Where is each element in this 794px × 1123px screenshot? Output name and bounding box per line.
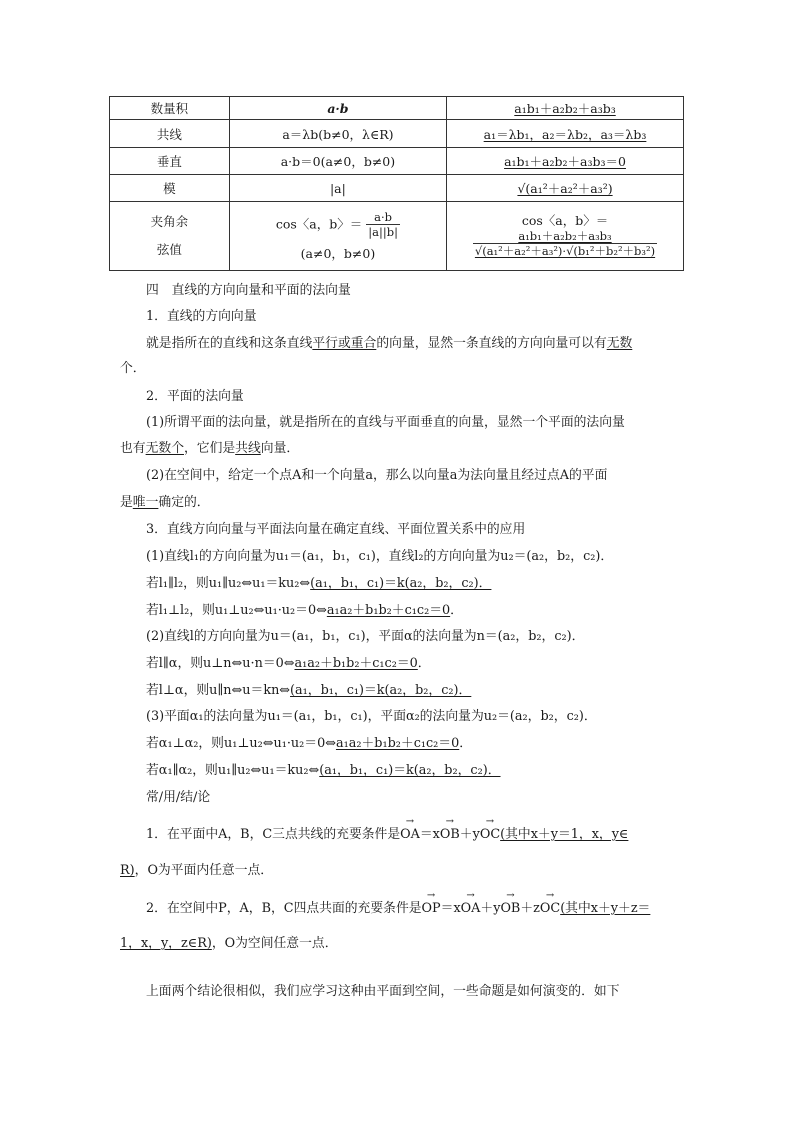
section-title: 四 直线的方向向量和平面的法向量	[146, 283, 351, 298]
row-name: 共线	[110, 120, 230, 148]
vector-form: a·b	[229, 97, 446, 120]
fraction-numerator: a₁b₁＋a₂b₂＋a₃b₃	[473, 229, 657, 244]
text-span: ＋z	[520, 901, 540, 916]
paragraph-cont: 个．	[120, 361, 146, 376]
row-name-line2: 弦值	[156, 242, 182, 257]
text-span: ，O为空间任意一点．	[211, 936, 338, 951]
paragraph-cont	[120, 494, 210, 512]
coord-fraction	[473, 229, 657, 259]
text-span: ＋y	[480, 901, 501, 916]
subsection-title: 1．直线的方向向量	[146, 309, 257, 324]
coord-form: a₁b₁＋a₂b₂＋a₃b₃＝0	[504, 154, 626, 169]
conclusion-2-cont	[120, 935, 338, 953]
paragraph	[146, 762, 501, 780]
common-conclusions-title: 常/用/结/论	[146, 790, 211, 805]
answer-blank: 无数	[606, 336, 633, 351]
subsection-title: 3．直线方向向量与平面法向量在确定直线、平面位置关系中的应用	[146, 522, 526, 537]
vector-OB: → OB	[500, 900, 520, 918]
fraction-numerator: a·b	[366, 210, 400, 225]
text-span: ＝x	[440, 901, 461, 916]
answer-blank: 唯一	[132, 495, 159, 510]
answer-blank: (a₁，b₁，c₁)＝k(a₂，b₂，c₂)．	[310, 576, 492, 591]
text-span: ．	[459, 736, 473, 751]
paragraph: (2)在空间中，给定一个点A和一个向量a，那么以向量a为法向量且经过点A的平面	[146, 468, 608, 483]
vector-OC: → OC	[480, 826, 500, 844]
row-name: 数量积	[110, 97, 230, 120]
paragraph	[146, 682, 471, 700]
answer-blank: (a₁，b₁，c₁)＝k(a₂，b₂，c₂)．	[290, 683, 472, 698]
answer-blank: (其中x＋y＝1，x，y∈	[500, 827, 629, 842]
text-span: ＋y	[459, 827, 480, 842]
vector-OC: → OC	[540, 900, 560, 918]
table-row	[110, 97, 684, 120]
text-span: 2．在空间中P，A，B，C四点共面的充要条件是	[146, 901, 422, 916]
paragraph: (3)平面α₁的法向量为u₁＝(a₁，b₁，c₁)，平面α₂的法向量为u₂＝(a₂，b₂，c₂)．	[146, 709, 597, 724]
text-span: 向量．	[260, 441, 300, 456]
answer-blank: 无数个	[145, 441, 184, 456]
subsection-title: 2．平面的法向量	[146, 389, 244, 404]
text-span: 确定的．	[158, 495, 210, 510]
text-span: ，O为平面内任意一点．	[134, 863, 274, 878]
table-row	[110, 120, 684, 148]
text-span: 若α₁⊥α₂，则u₁⊥u₂⇔u₁·u₂＝0⇔	[146, 736, 336, 751]
text-span: 就是指所在的直线和这条直线	[146, 336, 313, 351]
paragraph: (1)所谓平面的法向量，就是指所在的直线与平面垂直的向量，显然一个平面的法向量	[146, 415, 625, 430]
paragraph-cont	[120, 440, 299, 458]
vector-form: a·b＝0(a≠0，b≠0)	[229, 148, 446, 175]
vector-OP: → OP	[422, 900, 441, 918]
vector-OB: → OB	[440, 826, 460, 844]
vector-form: a＝λb(b≠0，λ∈R)	[229, 120, 446, 148]
text-span: ，它们是	[183, 441, 236, 456]
vector-form: |a|	[229, 175, 446, 202]
answer-blank: a₁a₂＋b₁b₂＋c₁c₂＝0	[335, 736, 460, 751]
answer-blank: (其中x＋y＋z＝	[560, 901, 651, 916]
text-span: 若α₁∥α₂，则u₁∥u₂⇔u₁＝ku₂⇔	[146, 763, 320, 778]
text-span: 1．在平面中A，B，C三点共线的充要条件是	[146, 827, 401, 842]
paragraph	[146, 335, 632, 353]
text-span: ．	[450, 603, 463, 618]
text-span: ＝x	[419, 827, 440, 842]
paragraph	[146, 602, 463, 620]
row-name-line1: 夹角余	[150, 214, 189, 229]
answer-blank: 平行或重合	[312, 336, 377, 351]
table-row	[110, 148, 684, 175]
text-span: 的向量，显然一条直线的方向向量可以有	[376, 336, 607, 351]
text-span: 若l₁∥l₂，则u₁∥u₂⇔u₁＝ku₂⇔	[146, 576, 311, 591]
table-row	[110, 175, 684, 202]
row-name: 垂直	[110, 148, 230, 175]
text-span: 是	[120, 495, 133, 510]
text-span: ．	[417, 656, 431, 671]
answer-blank: (a₁，b₁，c₁)＝k(a₂，b₂，c₂)．	[319, 763, 501, 778]
vector-coordinate-table	[109, 96, 684, 271]
conclusion-1	[146, 826, 628, 844]
coord-form: a₁b₁＋a₂b₂＋a₃b₃	[514, 101, 616, 116]
vector-OA: → OA	[461, 900, 481, 918]
paragraph	[146, 735, 472, 753]
paragraph: (1)直线l₁的方向向量为u₁＝(a₁，b₁，c₁)，直线l₂的方向向量为u₂＝(a₂，b₂，c₂)．	[146, 549, 614, 564]
fraction-denominator: |a||b|	[368, 225, 398, 239]
vector-cos-label: cos〈a，b〉＝	[275, 216, 363, 232]
vector-OA: → OA	[400, 826, 420, 844]
answer-blank: a₁a₂＋b₁b₂＋c₁c₂＝0	[326, 603, 451, 618]
closing-paragraph: 上面两个结论很相似，我们应学习这种由平面到空间，一些命题是如何演变的．如下	[146, 984, 620, 999]
conclusion-1-cont	[120, 862, 273, 880]
table-row	[110, 202, 684, 271]
text-span: 也有	[120, 441, 146, 456]
coord-cos-label: cos〈a，b〉＝	[521, 213, 609, 228]
paragraph	[146, 575, 491, 593]
fraction-denominator: √(a₁²＋a₂²＋a₃²)·√(b₁²＋b₂²＋b₃²)	[474, 244, 656, 258]
vector-fraction	[366, 210, 400, 240]
paragraph: (2)直线l的方向向量为u＝(a₁，b₁，c₁)，平面α的法向量为n＝(a₂，b₂，c₂)．	[146, 629, 585, 644]
text-span: 若l⊥α，则u∥n⇔u＝kn⇔	[146, 683, 291, 698]
text-span: 若l∥α，则u⊥n⇔u·n＝0⇔	[146, 656, 295, 671]
conclusion-2	[146, 900, 650, 918]
coord-form: √(a₁²＋a₂²＋a₃²)	[517, 181, 613, 196]
text-span: 若l₁⊥l₂，则u₁⊥u₂⇔u₁·u₂＝0⇔	[146, 603, 327, 618]
answer-blank: 共线	[235, 441, 261, 456]
paragraph	[146, 655, 431, 673]
row-name: 模	[110, 175, 230, 202]
answer-blank: a₁a₂＋b₁b₂＋c₁c₂＝0	[294, 656, 418, 671]
answer-blank: R)	[120, 863, 135, 878]
answer-blank: 1，x，y，z∈R)	[120, 936, 212, 951]
coord-form: a₁＝λb₁，a₂＝λb₂，a₃＝λb₃	[483, 126, 647, 142]
vector-condition: (a≠0，b≠0)	[300, 246, 376, 261]
